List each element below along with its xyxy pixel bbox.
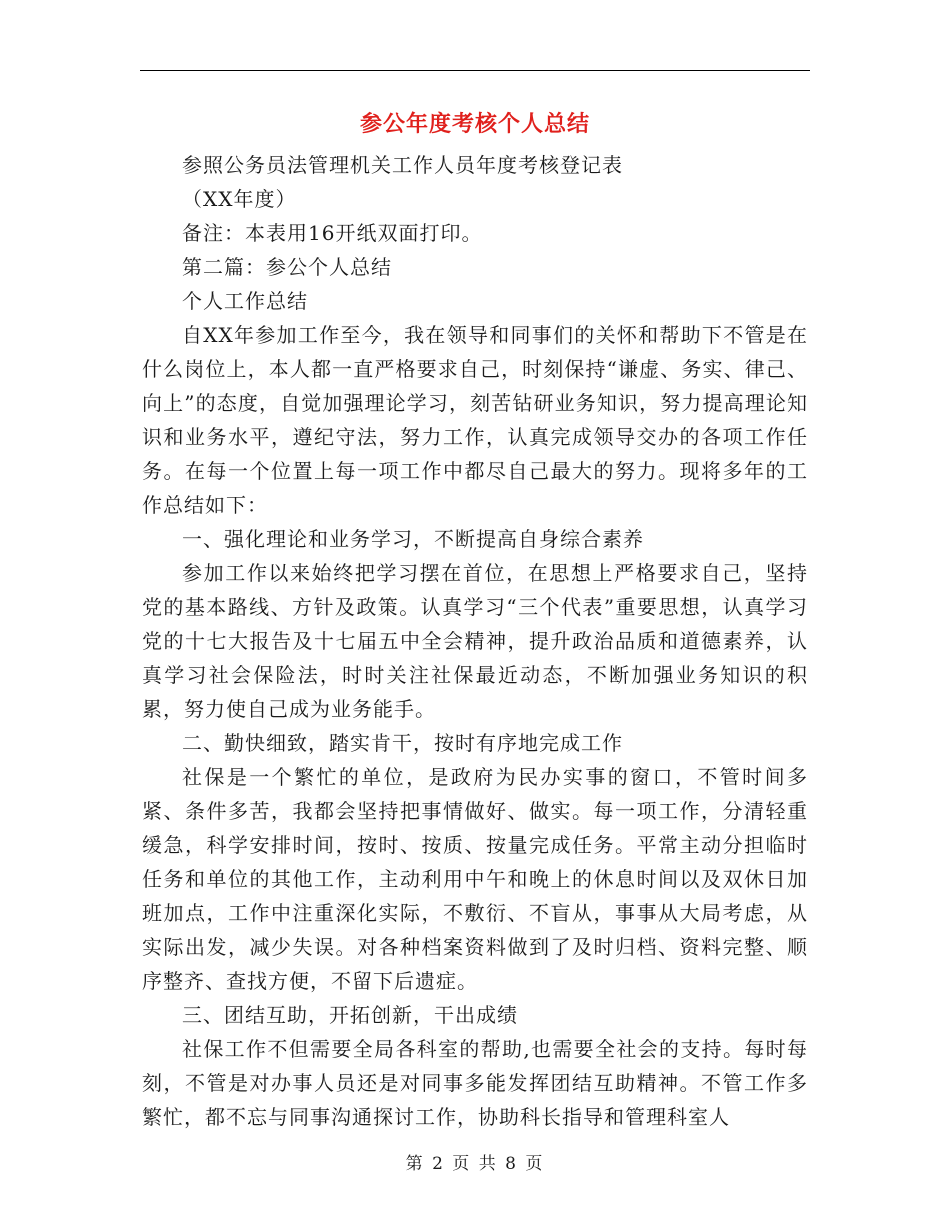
header-rule xyxy=(140,70,810,71)
paragraph-note: 备注：本表用16开纸双面打印。 xyxy=(182,221,483,245)
paragraph-part-two-heading: 第二篇：参公个人总结 xyxy=(182,255,392,279)
section-heading-3: 三、团结互助，开拓创新，干出成绩 xyxy=(182,1003,518,1027)
paragraph-intro: 自XX年参加工作至今，我在领导和同事们的关怀和帮助下不管是在什么岗位上，本人都一直严格要求自己，时刻保持“谦虚、务实、律己、向上”的态度，自觉加强理论学习，刻苦钻研业务知识，努力提高理论知识和业务水平，遵纪守法，努力工作，认真完成领导交办的各项工作任务。在每一个位置上每一项工作中都尽自己最大的努力。现将多年的工作总结如下： xyxy=(142,323,808,517)
paragraph-section-1: 参加工作以来始终把学习摆在首位，在思想上严格要求自己，坚持党的基本路线、方针及政策。认真学习“三个代表”重要思想，认真学习党的十七大报告及十七届五中全会精神，提升政治品质和道德素养，认真学习社会保险法，时时关注社保最近动态，不断加强业务知识的积累，努力使自己成为业务能手。 xyxy=(142,561,808,721)
document-title: 参公年度考核个人总结 xyxy=(359,111,590,137)
page-number: 第 2 页 共 8 页 xyxy=(405,1154,545,1174)
paragraph-year: （XX年度） xyxy=(182,187,297,211)
paragraph-form-name: 参照公务员法管理机关工作人员年度考核登记表 xyxy=(182,153,623,177)
paragraph-summary-heading: 个人工作总结 xyxy=(182,289,308,313)
section-heading-1: 一、强化理论和业务学习，不断提高自身综合素养 xyxy=(182,527,644,551)
document-body xyxy=(142,148,808,1134)
paragraph-section-2: 社保是一个繁忙的单位，是政府为民办实事的窗口，不管时间多紧、条件多苦，我都会坚持把事情做好、做实。每一项工作，分清轻重缓急，科学安排时间，按时、按质、按量完成任务。平常主动分担临时任务和单位的其他工作，主动利用中午和晚上的休息时间以及双休日加班加点，工作中注重深化实际，不敷衍、不盲从，事事从大局考虑，从实际出发，减少失误。对各种档案资料做到了及时归档、资料完整、顺序整齐、查找方便，不留下后遗症。 xyxy=(142,765,808,993)
section-heading-2: 二、勤快细致，踏实肯干，按时有序地完成工作 xyxy=(182,731,623,755)
paragraph-section-3: 社保工作不但需要全局各科室的帮助,也需要全社会的支持。每时每刻，不管是对办事人员还是对同事多能发挥团结互助精神。不管工作多繁忙，都不忘与同事沟通探讨工作，协助科长指导和管理科室人 xyxy=(142,1037,808,1129)
